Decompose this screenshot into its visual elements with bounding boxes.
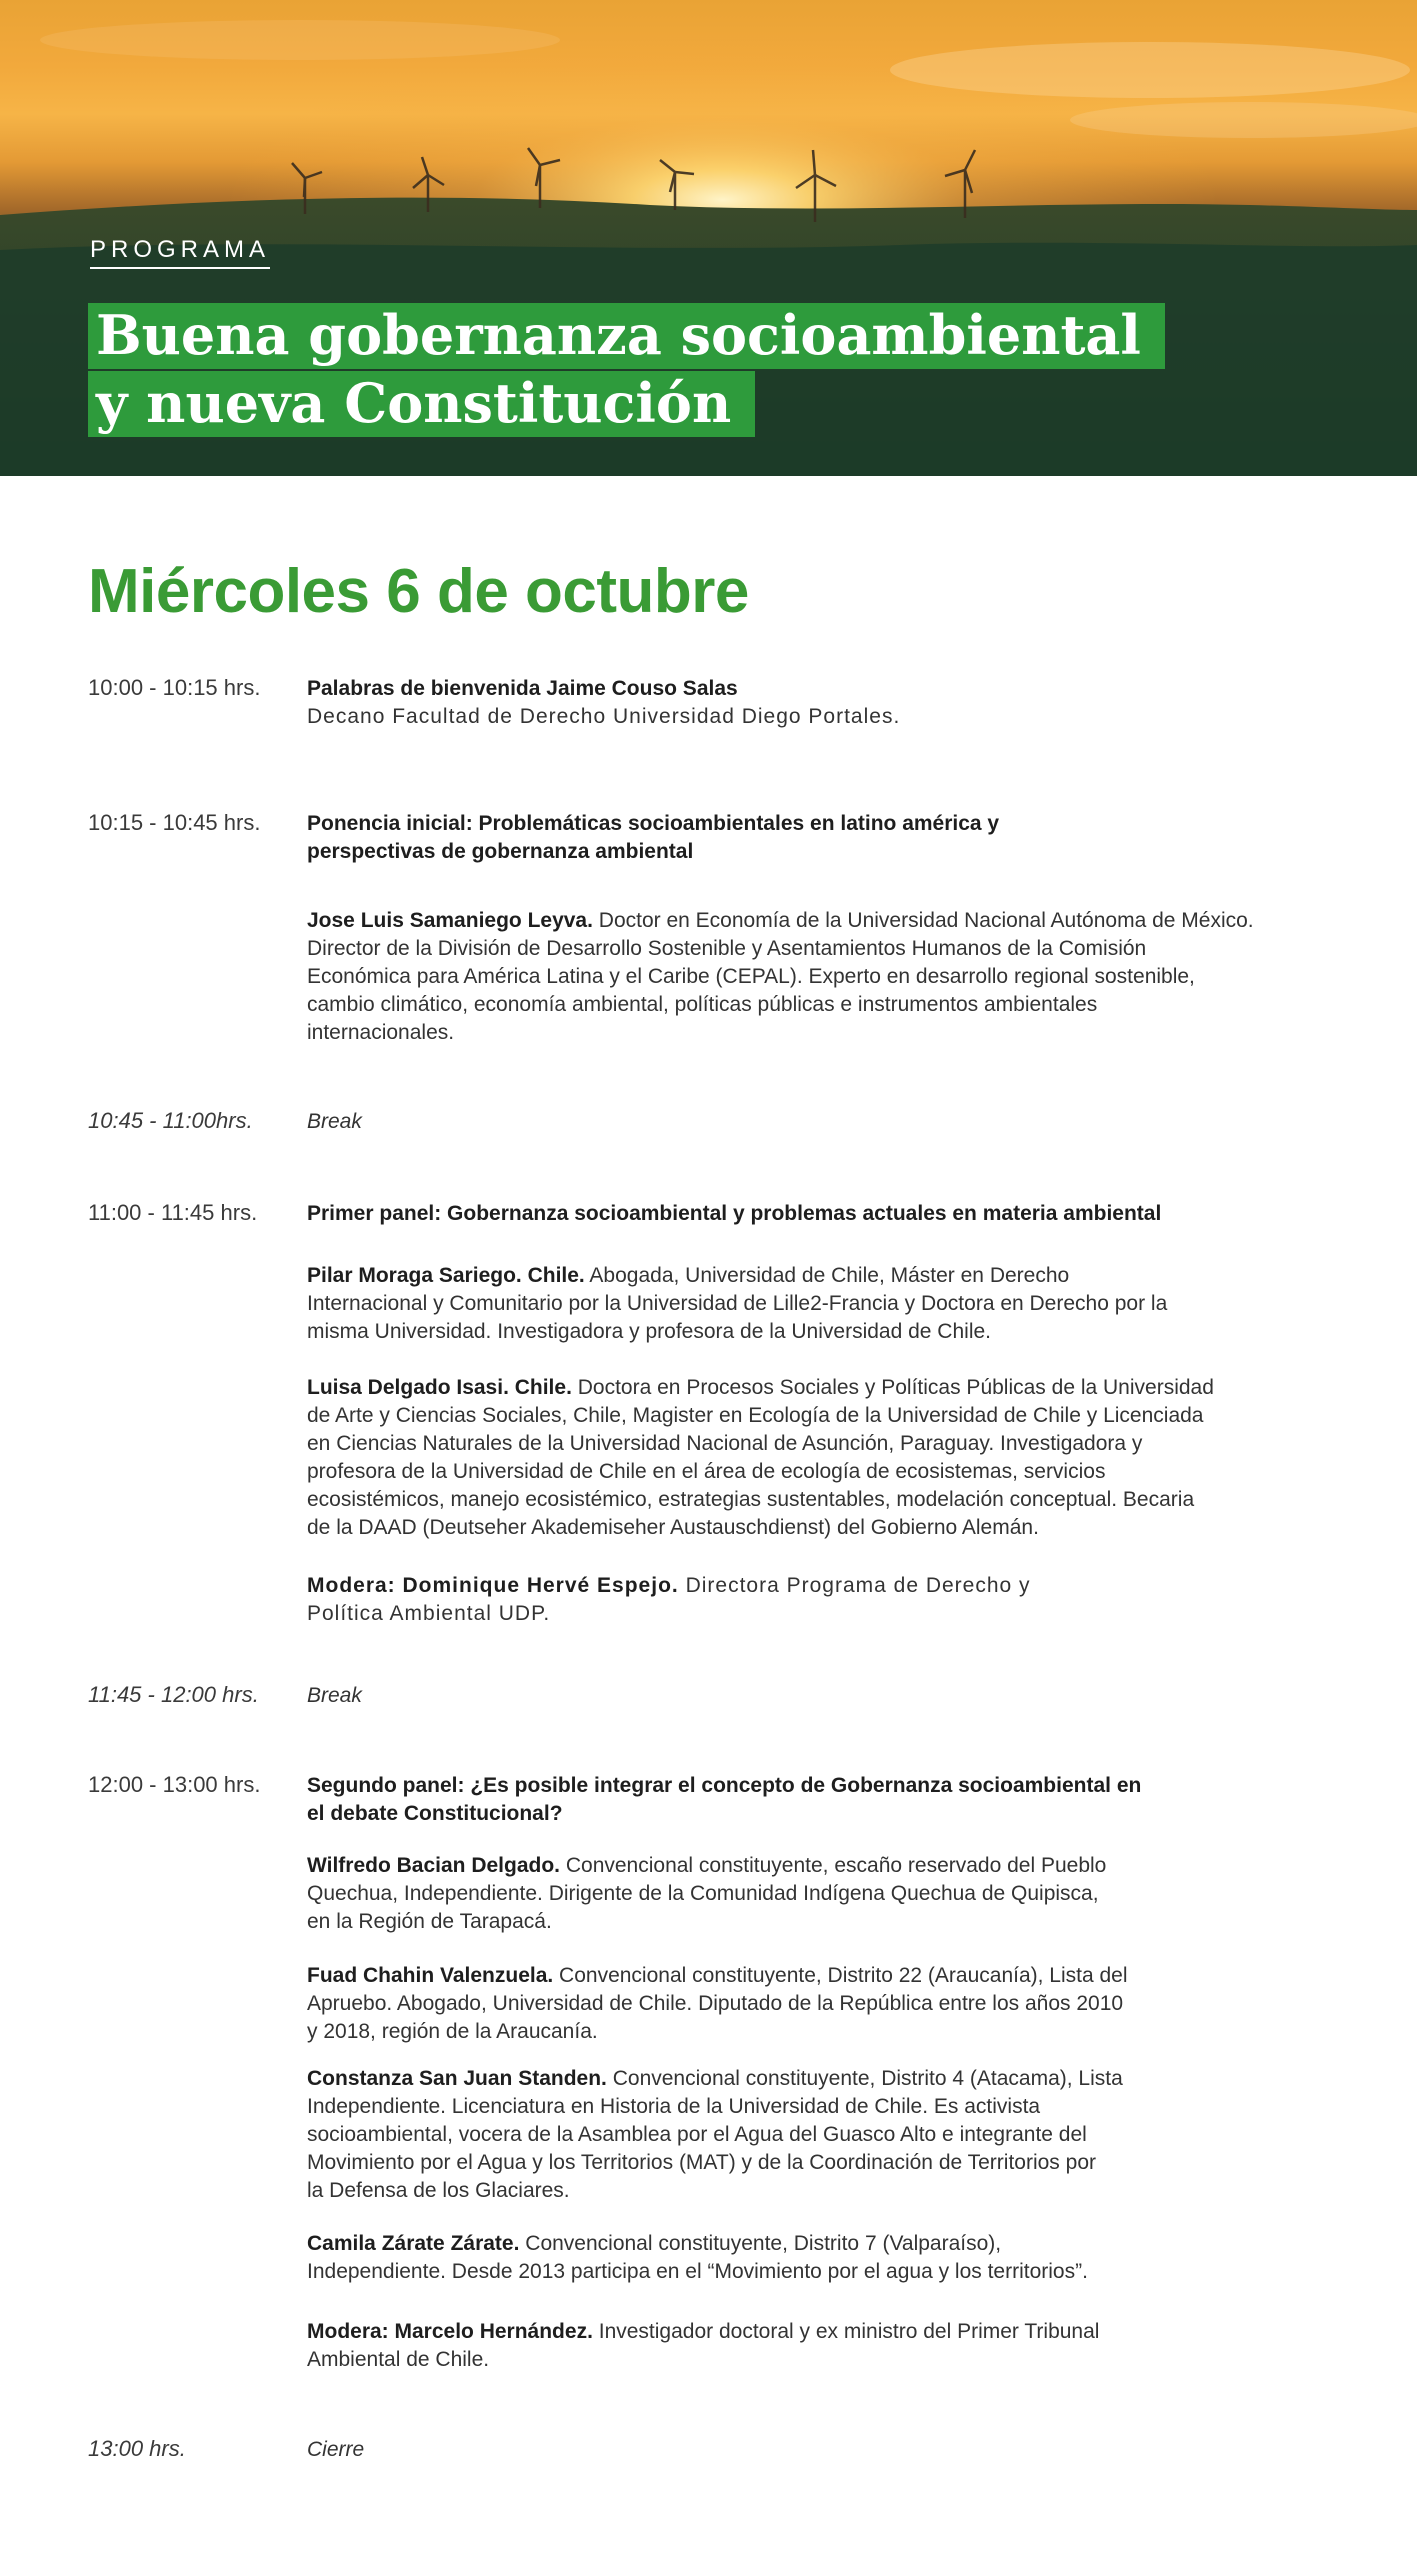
bio-line: Investigador doctoral y ex ministro del Primer Tribunal [592, 2320, 1100, 2343]
break-time: 11:45 - 12:00 hrs. [88, 1682, 259, 1707]
bio-line: Convencional constituyente, Distrito 7 (Valparaíso), [519, 2232, 1002, 2255]
break-label: Break [307, 1110, 362, 1133]
speaker-bio [307, 1852, 1307, 1936]
speaker-name: Luisa Delgado Isasi. Chile. [307, 1376, 572, 1399]
session-title-cont: perspectivas de gobernanza ambiental [307, 840, 694, 863]
speaker-name: Camila Zárate Zárate. [307, 2232, 520, 2255]
bio-line: Doctora en Procesos Sociales y Políticas Públicas de la Universidad [571, 1376, 1214, 1399]
bio-line: Director de la División de Desarrollo Sostenible y Asentamientos Humanos de la Comisión [307, 937, 1147, 960]
bio-line: cambio climático, economía ambiental, políticas públicas e instrumentos ambientales [307, 993, 1098, 1016]
bio-line: misma Universidad. Investigadora y profesora de la Universidad de Chile. [307, 1320, 991, 1343]
moderator-bio [307, 1572, 1307, 1628]
bio-line: Independiente. Licenciatura en Historia de la Universidad de Chile. Es activista [307, 2095, 1041, 2118]
session-title: Palabras de bienvenida Jaime Couso Salas [307, 677, 738, 700]
session-subtitle: Decano Facultad de Derecho Universidad Diego Portales. [307, 705, 901, 728]
speaker-name: Constanza San Juan Standen. [307, 2067, 607, 2090]
speaker-bio [307, 2065, 1307, 2205]
session-time: 10:15 - 10:45 hrs. [88, 810, 261, 835]
bio-line: Política Ambiental UDP. [307, 1602, 551, 1625]
header-banner [0, 0, 1417, 476]
speaker-bio [307, 1262, 1307, 1346]
session-panel-2 [307, 1772, 1307, 1828]
session-time: 11:00 - 11:45 hrs. [88, 1200, 258, 1225]
bio-line: la Defensa de los Glaciares. [307, 2179, 570, 2202]
speaker-bio [307, 1962, 1307, 2046]
break-time: 10:45 - 11:00hrs. [88, 1108, 253, 1133]
speaker-name: Pilar Moraga Sariego. Chile. [307, 1264, 585, 1287]
bio-line: Apruebo. Abogado, Universidad de Chile. Diputado de la República entre los años 2010 [307, 1992, 1124, 2015]
moderator-name: Modera: Marcelo Hernández. [307, 2320, 593, 2343]
session-title: Segundo panel: ¿Es posible integrar el concepto de Gobernanza socioambiental en [307, 1774, 1142, 1797]
session-title: Primer panel: Gobernanza socioambiental y problemas actuales en materia ambiental [307, 1202, 1162, 1225]
speaker-bio [307, 1374, 1307, 1542]
session-title-cont: el debate Constitucional? [307, 1802, 563, 1825]
break-label: Break [307, 1684, 362, 1707]
bio-line: Ambiental de Chile. [307, 2348, 490, 2371]
bio-line: Abogada, Universidad de Chile, Máster en Derecho [584, 1264, 1070, 1287]
bio-line: internacionales. [307, 1021, 455, 1044]
bio-line: en Ciencias Naturales de la Universidad Nacional de Asunción, Paraguay. Investigadora y [307, 1432, 1143, 1455]
title-line-1: Buena gobernanza socioambiental [88, 303, 1165, 369]
speaker-bio [307, 2230, 1307, 2286]
speaker-name: Jose Luis Samaniego Leyva. [307, 909, 593, 932]
speaker-bio [307, 907, 1307, 1047]
bio-line: socioambiental, vocera de la Asamblea por el Agua del Guasco Alto e integrante del [307, 2123, 1087, 2146]
moderator-name: Modera: Dominique Hervé Espejo. [307, 1574, 679, 1597]
session-title: Ponencia inicial: Problemáticas socioambientales en latino américa y [307, 812, 1000, 835]
title-line-2: y nueva Constitución [88, 371, 755, 437]
bio-line: ecosistémicos, manejo ecosistémico, estrategias sustentables, modelación conceptual. Becaria [307, 1488, 1195, 1511]
bio-line: de la DAAD (Deutseher Akademiseher Austauschdienst) del Gobierno Alemán. [307, 1516, 1039, 1539]
session-panel-1 [307, 1200, 1307, 1228]
bio-line: Doctor en Economía de la Universidad Nacional Autónoma de México. [592, 909, 1254, 932]
session-time: 10:00 - 10:15 hrs. [88, 675, 261, 700]
day-heading: Miércoles 6 de octubre [88, 557, 749, 626]
closing-time: 13:00 hrs. [88, 2436, 186, 2461]
bio-line: Económica para América Latina y el Caribe (CEPAL). Experto en desarrollo regional sostenible, [307, 965, 1195, 988]
bio-line: Convencional constituyente, escaño reservado del Pueblo [560, 1854, 1107, 1877]
bio-line: profesora de la Universidad de Chile en el área de ecología de ecosistemas, servicios [307, 1460, 1106, 1483]
session-time: 12:00 - 13:00 hrs. [88, 1772, 261, 1797]
bio-line: Convencional constituyente, Distrito 4 (Atacama), Lista [606, 2067, 1123, 2090]
session-welcome [307, 675, 1307, 731]
bio-line: de Arte y Ciencias Sociales, Chile, Magister en Ecología de la Universidad de Chile y Licenciada [307, 1404, 1204, 1427]
page-title [88, 303, 1165, 437]
closing-label: Cierre [307, 2438, 365, 2461]
speaker-name: Wilfredo Bacian Delgado. [307, 1854, 561, 1877]
speaker-name: Fuad Chahin Valenzuela. [307, 1964, 554, 1987]
bio-line: Movimiento por el Agua y los Territorios (MAT) y de la Coordinación de Territorios por [307, 2151, 1096, 2174]
bio-line: Directora Programa de Derecho y [678, 1574, 1031, 1597]
session-keynote [307, 810, 1307, 866]
programa-label: PROGRAMA [90, 236, 270, 269]
bio-line: en la Región de Tarapacá. [307, 1910, 552, 1933]
bio-line: Convencional constituyente, Distrito 22 (Araucanía), Lista del [553, 1964, 1128, 1987]
bio-line: Independiente. Desde 2013 participa en el “Movimiento por el agua y los territorios”. [307, 2260, 1088, 2283]
bio-line: Internacional y Comunitario por la Universidad de Lille2-Francia y Doctora en Derecho por la [307, 1292, 1168, 1315]
bio-line: Quechua, Independiente. Dirigente de la Comunidad Indígena Quechua de Quipisca, [307, 1882, 1099, 1905]
bio-line: y 2018, región de la Araucanía. [307, 2020, 598, 2043]
moderator-bio [307, 2318, 1307, 2374]
